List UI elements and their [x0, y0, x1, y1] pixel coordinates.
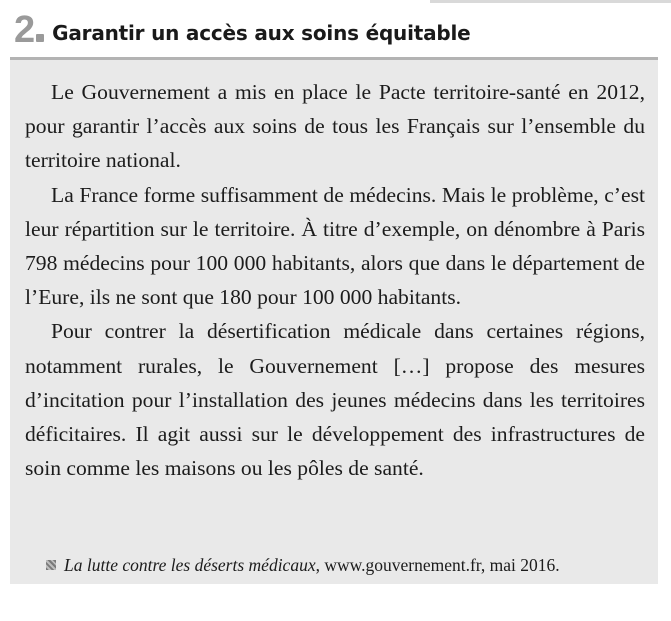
- paragraph-3: Pour contrer la désertification médicale dans certaines régions, notamment rurales, le Gouvernement […] propose des mesures d’incitation pour l’installation des jeunes médecins dans les territoires déficitaires. Il agit aussi sur le développement des infrastructures de soin comme les maisons ou les pôles de santé.: [25, 319, 645, 481]
- top-rule: [430, 0, 671, 3]
- source-square-icon: [46, 560, 56, 570]
- section-title: Garantir un accès aux soins équitable: [52, 21, 471, 45]
- section-number-dot: [36, 34, 44, 42]
- section-heading: [14, 6, 471, 54]
- paragraph-1: Le Gouvernement a mis en place le Pacte territoire-santé en 2012, pour garantir l’accès aux soins de tous les Français sur l’ensemble du territoire national.: [25, 80, 645, 173]
- source-title: La lutte contre les déserts médicaux: [64, 554, 316, 575]
- source-citation: [46, 553, 651, 577]
- source-details: , www.gouvernement.fr, mai 2016.: [315, 554, 560, 575]
- paragraph-2: La France forme suffisamment de médecins. Mais le problème, c’est leur répartition sur le territoire. À titre d’exemple, on dénombre à Paris 798 médecins pour 100 000 habitants, alors que dans le département de l’Eure, ils ne sont que 180 pour 100 000 habitants.: [25, 182, 645, 310]
- article-body: [25, 75, 645, 485]
- section-number: 2: [14, 9, 35, 51]
